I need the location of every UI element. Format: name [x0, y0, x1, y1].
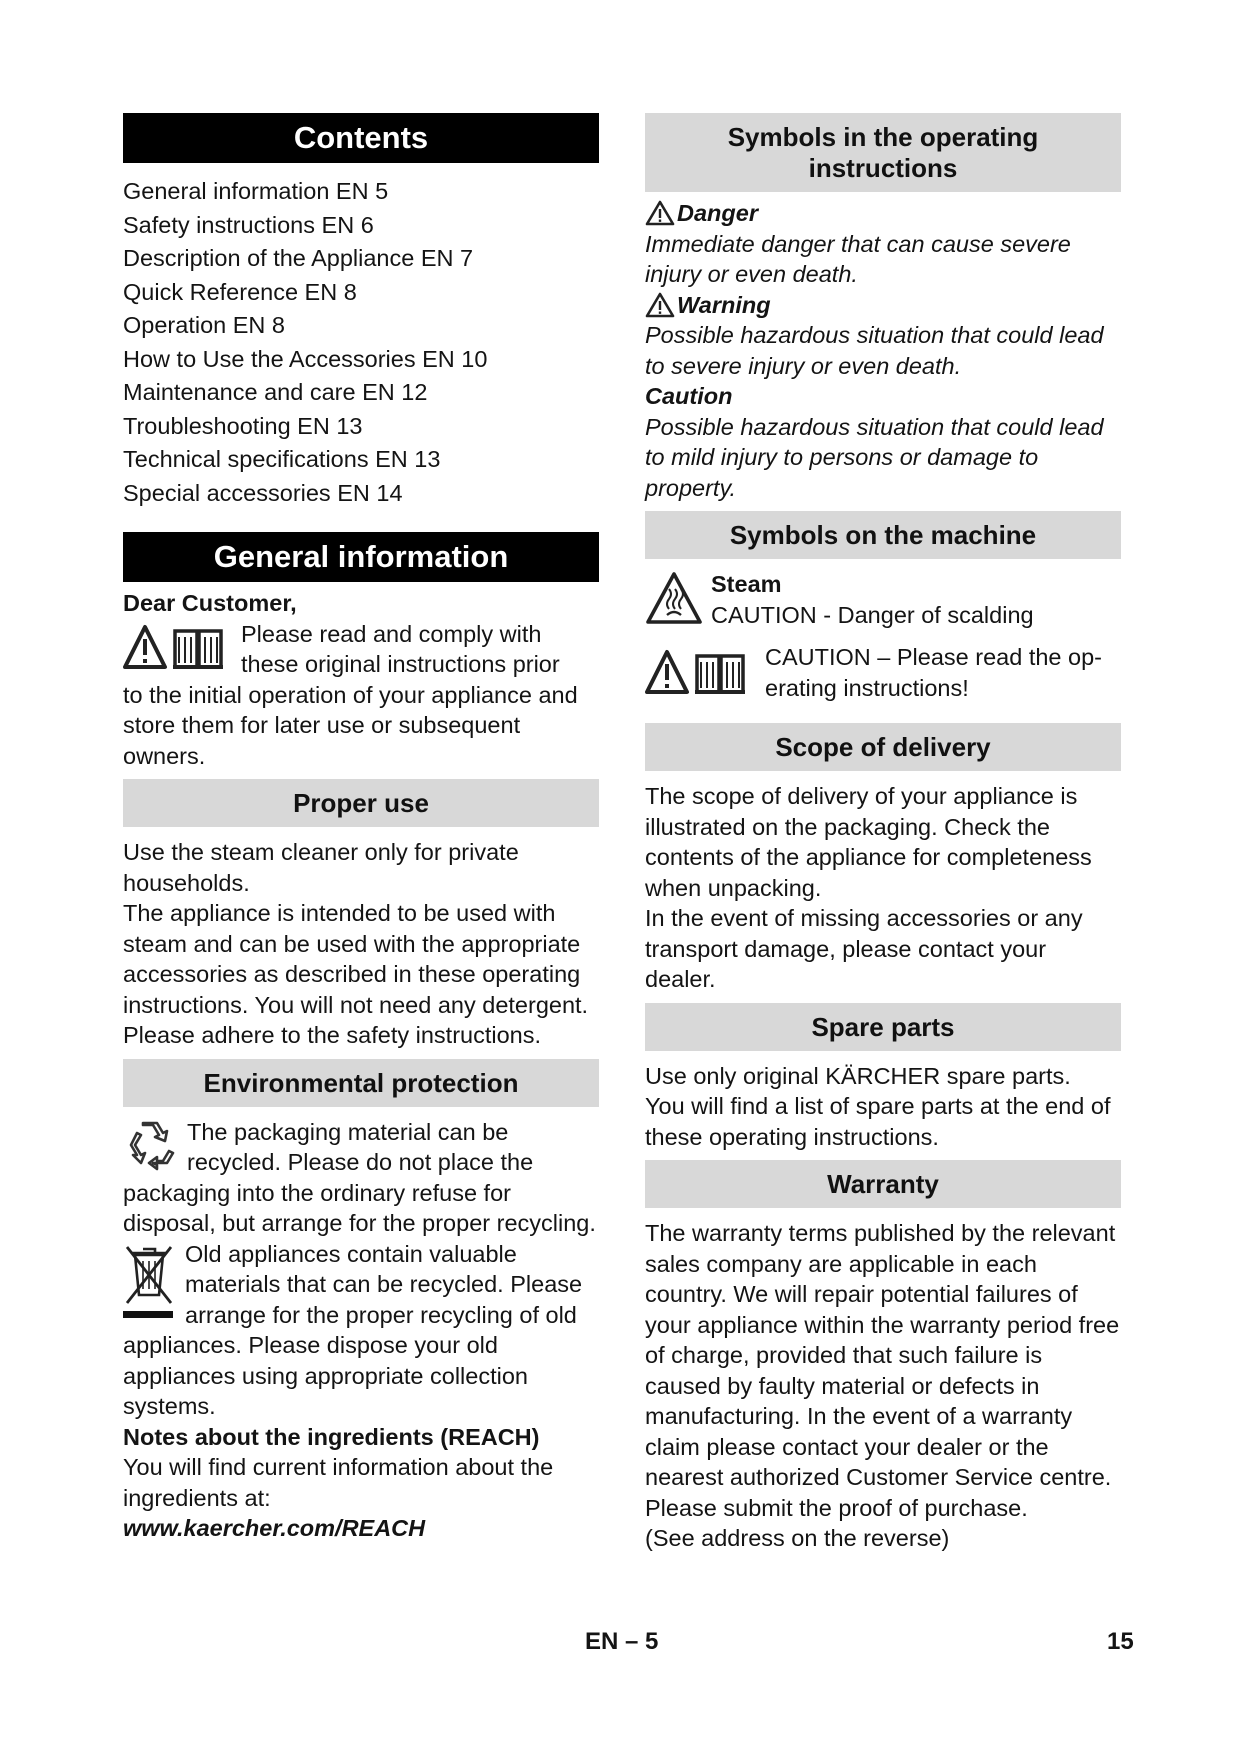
footer-section-label: EN – 5	[585, 1628, 659, 1655]
warning-book-icon	[123, 623, 231, 671]
read-instructions-block	[123, 619, 599, 772]
read-manual-text-1: CAUTION – Please read the op-	[765, 644, 1102, 670]
warning-label: Warning	[677, 291, 771, 318]
reach-heading: Notes about the ingredients (REACH)	[123, 1423, 540, 1450]
reach-link[interactable]: www.kaercher.com/REACH	[123, 1515, 426, 1541]
toc-item[interactable]: Quick Reference EN 8	[123, 278, 357, 305]
spare-parts-p2: You will find a list of spare parts at the end of these operating instructions.	[645, 1093, 1111, 1150]
danger-text: Immediate danger that can cause severe injury or even death.	[645, 230, 1071, 287]
read-manual-text-2: erating instructions!	[765, 674, 969, 701]
general-information-heading: General information	[123, 532, 599, 582]
toc-item[interactable]: How to Use the Accessories EN 10	[123, 345, 488, 372]
environmental-protection-heading: Environmental protection	[123, 1059, 599, 1107]
proper-use-p2: The appliance is intended to be used with steam and can be used with the appropriate accessories as described in these operating instructions. You will not need any detergent. Please adhere to the safety instructions.	[123, 900, 589, 1048]
contents-heading: Contents	[123, 113, 599, 163]
intro-line-b: these original instructions prior	[241, 651, 560, 677]
warning-triangle-icon	[645, 292, 675, 318]
warning-label-row	[645, 290, 1121, 321]
danger-label-row	[645, 198, 1121, 229]
reach-text: You will find current information about the ingredients at:	[123, 1454, 554, 1511]
toc-item[interactable]: Description of the Appliance EN 7	[123, 245, 474, 271]
intro-text: to the initial operation of your appliance and store them for later use or subsequent owners.	[123, 681, 578, 769]
crossed-bin-icon	[123, 1241, 175, 1319]
warranty-p2: Please submit the proof of purchase.	[645, 1494, 1028, 1521]
weee-block	[123, 1239, 599, 1422]
caution-text: Possible hazardous situation that could lead to mild injury to persons or damage to property.	[645, 413, 1104, 501]
symbols-instructions-heading-line1: Symbols in the operating	[727, 122, 1039, 152]
spare-parts-heading: Spare parts	[645, 1003, 1121, 1051]
proper-use-p1: Use the steam cleaner only for private households.	[123, 839, 519, 896]
scope-of-delivery-heading: Scope of delivery	[645, 723, 1121, 771]
toc-item[interactable]: Operation EN 8	[123, 312, 285, 338]
warning-triangle-icon	[645, 200, 675, 226]
warning-book-icon	[645, 648, 753, 696]
left-column	[123, 113, 599, 1544]
recycle-block	[123, 1117, 599, 1239]
recycle-icon	[123, 1119, 177, 1171]
page-number: 15	[1107, 1628, 1134, 1655]
danger-label: Danger	[677, 200, 758, 226]
warranty-p1: The warranty terms published by the relevant sales company are applicable in each country. We will repair potential failures of your appliance within the warranty period free of charge, provided that such failure is caused by faulty material or defects in manufacturing. In the event of a warranty claim please contact your dealer or the nearest authorized Customer Service centre.	[645, 1220, 1120, 1490]
toc-list	[123, 175, 599, 510]
caution-label: Caution	[645, 383, 733, 409]
scope-p1: The scope of delivery of your appliance is illustrated on the packaging. Check the contents of the appliance for completeness when unpacking.	[645, 783, 1092, 901]
greeting: Dear Customer,	[123, 590, 297, 616]
toc-item[interactable]: Safety instructions EN 6	[123, 211, 374, 238]
symbols-machine-heading: Symbols on the machine	[645, 511, 1121, 559]
warranty-heading: Warranty	[645, 1160, 1121, 1208]
proper-use-heading: Proper use	[123, 779, 599, 827]
scope-p2: In the event of missing accessories or any transport damage, please contact your dealer.	[645, 905, 1083, 992]
toc-item[interactable]: General information EN 5	[123, 178, 389, 204]
recycle-text: The packaging material can be recycled. Please do not place the packaging into the ordinary refuse for disposal, but arrange for the proper recycling.	[123, 1118, 596, 1236]
warning-text: Possible hazardous situation that could lead to severe injury or even death.	[645, 322, 1104, 379]
spare-parts-p1: Use only original KÄRCHER spare parts.	[645, 1062, 1071, 1089]
steam-symbol-row	[645, 569, 1121, 630]
read-manual-symbol-row	[645, 642, 1121, 703]
weee-text: Old appliances contain valuable materials that can be recycled. Please arrange for the proper recycling of old appliances. Please dispose your old appliances using appropriate collection systems.	[123, 1240, 583, 1419]
toc-item[interactable]: Troubleshooting EN 13	[123, 412, 363, 439]
toc-item[interactable]: Special accessories EN 14	[123, 479, 403, 506]
toc-item[interactable]: Technical specifications EN 13	[123, 446, 441, 472]
warranty-p3: (See address on the reverse)	[645, 1525, 950, 1551]
symbols-instructions-heading	[645, 113, 1121, 192]
symbols-instructions-heading-line2: instructions	[808, 153, 958, 183]
right-column	[645, 113, 1121, 1554]
steam-text: CAUTION - Danger of scalding	[711, 601, 1034, 628]
intro-line-a: Please read and comply with	[241, 620, 542, 647]
steam-label: Steam	[711, 571, 782, 597]
toc-item[interactable]: Maintenance and care EN 12	[123, 379, 428, 405]
steam-warning-icon	[645, 571, 703, 625]
